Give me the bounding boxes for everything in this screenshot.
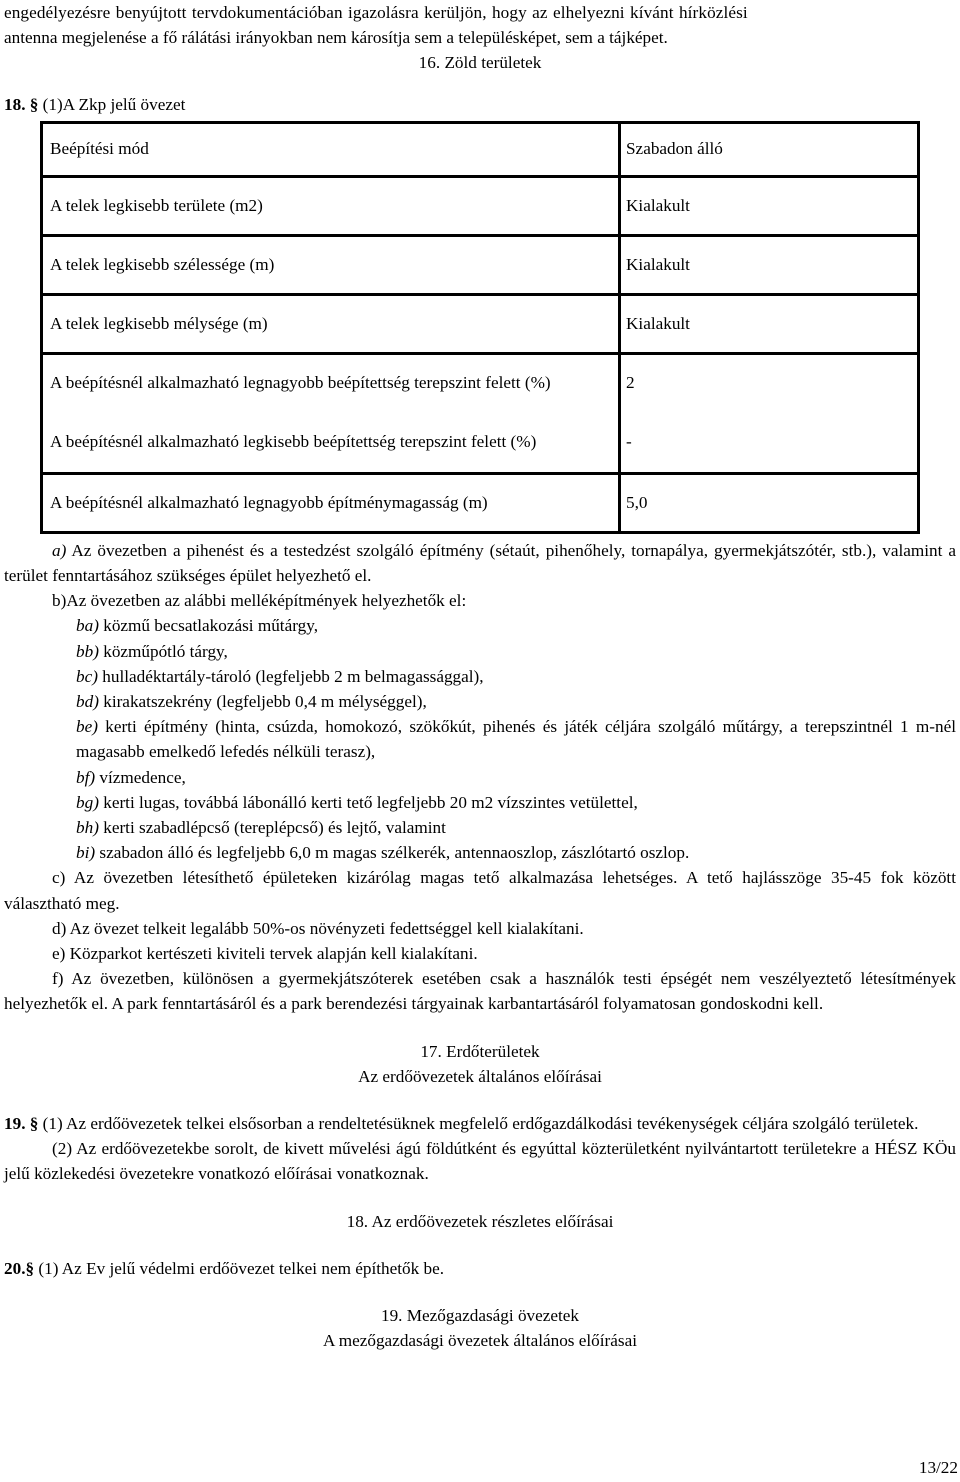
row-label: A telek legkisebb területe (m2): [42, 176, 620, 235]
item-mark: bc): [76, 666, 98, 686]
row-value: Szabadon álló: [620, 122, 919, 176]
intro-line-2: antenna megjelenése a fő rálátási irányokban nem károsítja sem a településképet, sem a tájképet.: [4, 28, 668, 48]
section-19-title: 19. Mezőgazdasági övezetek: [380, 1306, 580, 1326]
item-text: közműpótló tárgy,: [98, 641, 228, 661]
list-item: [4, 790, 956, 815]
page-number: 13/22: [918, 1457, 958, 1477]
row-label: A telek legkisebb szélessége (m): [42, 235, 620, 294]
list-item: [4, 815, 956, 840]
item-text: kerti építmény (hinta, csúzda, homokozó, szökőkút, pihenés és játék céljára szolgáló műtárgy, a terepszintnél 1 m-nél magasabb emelkedő lefedés nélküli terasz),: [76, 717, 956, 762]
row-value: -: [620, 412, 919, 474]
row-label: A beépítésnél alkalmazható legnagyobb építménymagasság (m): [42, 473, 620, 532]
item-text: szabadon álló és legfeljebb 6,0 m magas szélkerék, antennaoszlop, zászlótartó oszlop.: [95, 843, 690, 863]
row-label: Beépítési mód: [42, 122, 620, 176]
list-item: [4, 840, 956, 865]
table-row: [42, 353, 919, 412]
item-text: vízmedence,: [95, 767, 186, 787]
item-text: kirakatszekrény (legfeljebb 0,4 m mélységgel),: [98, 692, 427, 712]
section-sign: §: [29, 1114, 39, 1134]
paragraph-19-number: 19.: [4, 1114, 26, 1134]
list-item: [4, 689, 956, 714]
item-text: közmű becsatlakozási műtárgy,: [98, 616, 318, 636]
section-sign: §: [25, 1258, 35, 1278]
item-mark: ba): [76, 616, 99, 636]
paragraph-19-text-1: (1) Az erdőövezetek telkei elsősorban a rendeltetésüknek megfelelő erdőgazdálkodási tevékenységek céljára szolgáló területek.: [38, 1114, 919, 1134]
item-mark: bb): [76, 641, 99, 661]
row-value: Kialakult: [620, 294, 919, 353]
paragraph-19-2: (2) Az erdőövezetekbe sorolt, de kivett művelési ágú földútként és egyúttal közterületként nyilvántartott területekre a HÉSZ KÖu jelű közlekedési övezetekre vonatkozó előírásai vonatkoznak.: [4, 1139, 956, 1184]
list-item: [4, 714, 956, 764]
intro-line-1: engedélyezésre benyújtott tervdokumentációban igazolásra kerüljön, hogy az elhelyezni kívánt hírközlési: [4, 3, 748, 22]
list-item: [4, 765, 956, 790]
row-value: 2: [620, 353, 919, 412]
section-16-title: 16. Zöld területek: [418, 53, 542, 73]
item-text: hulladéktartály-tároló (legfeljebb 2 m belmagassággal),: [97, 666, 484, 686]
list-item: [4, 664, 956, 689]
item-mark: be): [76, 717, 98, 737]
point-a-text: Az övezetben a pihenést és a testedzést szolgáló építmény (sétaút, pihenőhely, tornapálya, gyermekjátszótér, stb.), valamint a terület fenntartásához szükséges épület helyezhető el.: [4, 540, 956, 586]
list-item: [4, 639, 956, 664]
row-value: Kialakult: [620, 235, 919, 294]
table-row: [42, 412, 919, 474]
list-item: [4, 613, 956, 638]
point-f: f) Az övezetben, különösen a gyermekjátszóterek esetében csak a használók testi épségét nem veszélyeztető létesítmények helyezhetők el. A park fenntartásáról és a park berendezési tárgyainak karbantartásáról folyamatosan gondoskodni kell.: [4, 969, 956, 1014]
point-e: e) Közparkot kertészeti kiviteli tervek alapján kell kialakítani.: [52, 944, 478, 964]
paragraph-19-1: [4, 1111, 956, 1136]
paragraph-18-number: 18.: [4, 94, 26, 114]
point-d: d) Az övezet telkeit legalább 50%-os növényzeti fedettséggel kell kialakítani.: [52, 918, 584, 938]
section-17-title: 17. Erdőterületek: [420, 1041, 540, 1061]
item-mark: bh): [76, 818, 99, 838]
item-text: kerti szabadlépcső (tereplépcső) és lejtő, valamint: [98, 818, 446, 838]
table-row: [42, 294, 919, 353]
section-18-title: 18. Az erdőövezetek részletes előírásai: [346, 1211, 614, 1231]
zkp-zoning-table: [40, 121, 920, 534]
row-label: A beépítésnél alkalmazható legkisebb beépítettség terepszint felett (%): [42, 412, 620, 474]
item-mark: bi): [76, 843, 96, 863]
point-b-text: Az övezetben az alábbi melléképítmények helyezhetők el:: [66, 591, 467, 611]
section-19-subtitle: A mezőgazdasági övezetek általános előírásai: [322, 1331, 637, 1351]
section-sign: §: [29, 94, 39, 114]
row-value: 5,0: [620, 473, 919, 532]
table-row: [42, 235, 919, 294]
item-mark: bg): [76, 792, 99, 812]
row-label: A telek legkisebb mélysége (m): [42, 294, 620, 353]
row-label: A beépítésnél alkalmazható legnagyobb beépítettség terepszint felett (%): [42, 353, 620, 412]
point-a: [4, 538, 956, 588]
table-row: [42, 122, 919, 176]
item-text: kerti lugas, továbbá lábonálló kerti tető legfeljebb 20 m2 vízszintes vetülettel,: [98, 792, 638, 812]
paragraph-20-text: (1) Az Ev jelű védelmi erdőövezet telkei nem építhetők be.: [34, 1258, 445, 1278]
paragraph-18-heading: [4, 92, 956, 117]
item-mark: bf): [76, 767, 96, 787]
point-a-mark: a): [52, 540, 67, 560]
table-row: [42, 473, 919, 532]
row-value: Kialakult: [620, 176, 919, 235]
paragraph-20-1: [4, 1256, 956, 1281]
paragraph-20-number: 20.: [4, 1258, 26, 1278]
item-mark: bd): [76, 692, 99, 712]
table-row: [42, 176, 919, 235]
section-17-subtitle: Az erdőövezetek általános előírásai: [358, 1066, 602, 1086]
paragraph-18-text: (1)A Zkp jelű övezet: [38, 94, 186, 114]
point-b-mark: b): [52, 591, 67, 611]
point-b: [4, 588, 956, 613]
point-c: c) Az övezetben létesíthető épületeken kizárólag magas tető alkalmazása lehetséges. A tető hajlásszöge 35-45 fok között választható meg.: [4, 868, 956, 913]
